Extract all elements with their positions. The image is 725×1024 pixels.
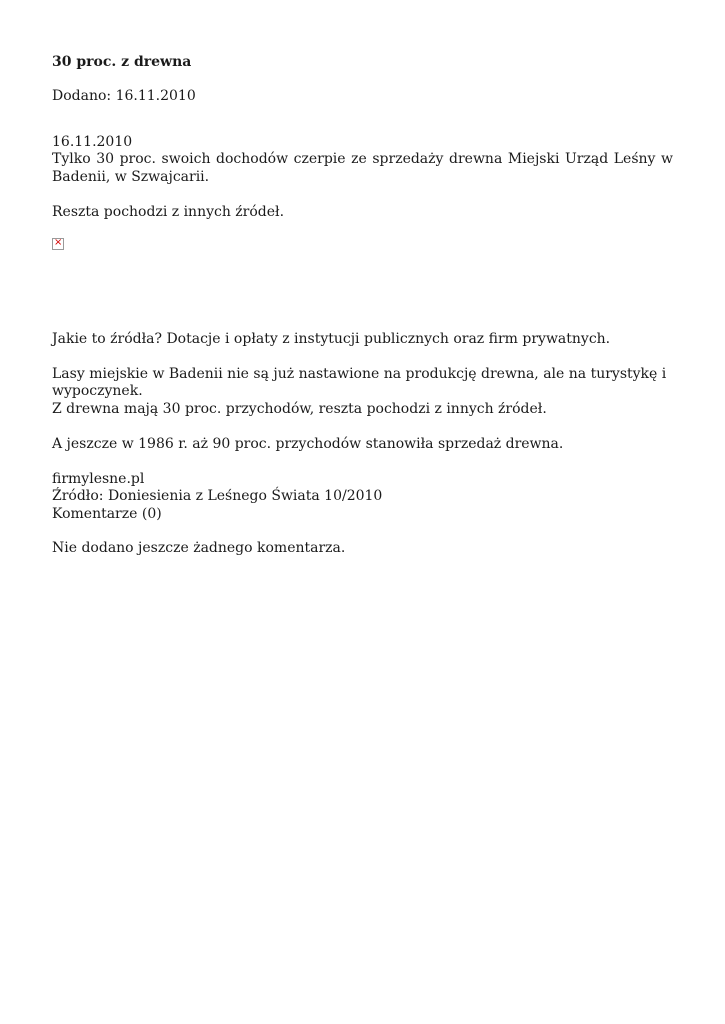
paragraph-1: Reszta pochodzi z innych źródeł.: [52, 203, 285, 220]
paragraph-3-line-2: Z drewna mają 30 proc. przychodów, reszta pochodzi z innych źródeł.: [52, 400, 547, 417]
paragraph-4: A jeszcze w 1986 r. aż 90 proc. przychodów stanowiła sprzedaż drewna.: [52, 435, 564, 452]
broken-image-icon: ×: [54, 237, 63, 248]
article-lead: Tylko 30 proc. swoich dochodów czerpie ze sprzedaży drewna Miejski Urząd Leśny w Badenii, w Szwajcarii.: [52, 151, 673, 185]
image-area: [52, 250, 673, 313]
paragraph-3-line-1: Lasy miejskie w Badenii nie są już nastawione na produkcję drewna, ale na turystykę i wypoczynek.: [52, 365, 667, 399]
source-block: [52, 471, 673, 524]
article-title: 30 proc. z drewna: [52, 54, 192, 70]
article-date: 16.11.2010: [52, 133, 133, 150]
added-date: Dodano: 16.11.2010: [52, 88, 196, 104]
source-line: Źródło: Doniesienia z Leśnego Świata 10/2010: [52, 488, 383, 504]
no-comments-text: Nie dodano jeszcze żadnego komentarza.: [52, 540, 346, 556]
paragraph-3: [52, 366, 673, 419]
site-name: firmylesne.pl: [52, 470, 145, 487]
article: [52, 54, 673, 558]
article-body-intro: [52, 134, 673, 187]
paragraph-2: Jakie to źródła? Dotacje i opłaty z instytucji publicznych oraz firm prywatnych.: [52, 330, 611, 347]
comments-label: Komentarze (0): [52, 505, 162, 522]
